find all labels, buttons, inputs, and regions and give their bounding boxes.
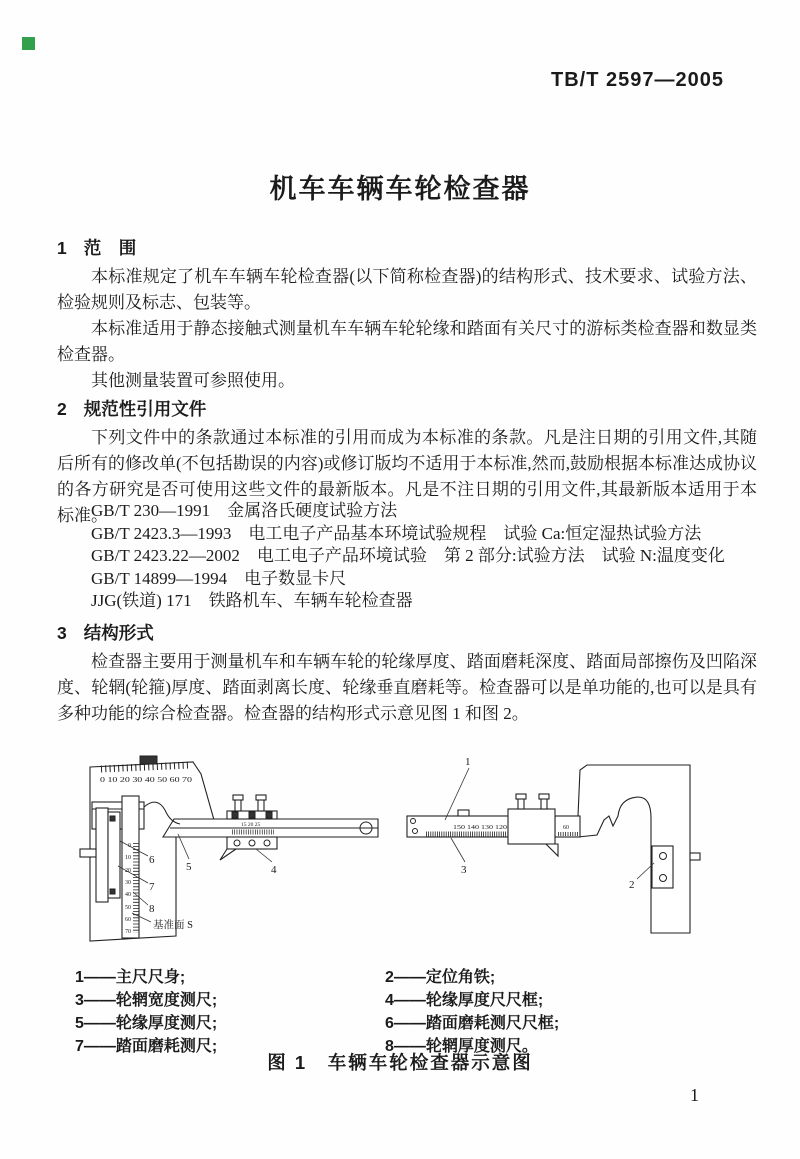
vernier-scale-numbers: 15 20 25 [241,822,261,828]
page-number: 1 [690,1085,699,1105]
datum-plane-label: 基准面 S [153,920,193,931]
svg-text:30: 30 [125,880,131,886]
legend-item: 6——踏面磨耗测尺尺框; [385,1015,560,1032]
reference-list [57,500,757,613]
clamp-screw [235,799,241,811]
top-tab [140,756,157,764]
right-instrument [407,756,700,933]
legend-item: 4——轮缘厚度尺尺框; [385,992,544,1009]
scan-color-mark [22,37,35,50]
section-number: 1 [57,238,67,258]
legend-item: 1——主尺尺身; [75,969,186,986]
slider-foot [546,844,558,856]
legend-item: 2——定位角铁; [385,969,496,986]
figure-legend [75,966,735,1058]
vertical-slide-plate [96,808,108,902]
slider-box [508,809,555,844]
section-number: 2 [57,399,67,419]
paragraph: 其他测量装置可参照使用。 [91,371,295,390]
document-title: 机车车辆车轮检查器 [269,174,531,204]
clamp-screw [258,799,264,811]
legend-item: 7——踏面磨耗测尺; [75,1038,218,1055]
section-1-heading [57,235,136,260]
secondary-scale-number: 60 [563,825,569,831]
section-number: 3 [57,623,67,643]
callout-6: 6 [149,854,155,866]
reference-item: GB/T 2423.3—1993 电工电子产品基本环境试验规程 试验 Ca:恒定湿热试验方法 [91,523,702,543]
paragraph: 检查器主要用于测量机车和车辆车轮的轮缘厚度、踏面磨耗深度、踏面局部擦伤及凹陷深度、轮辋(轮箍)厚度、踏面剥离长度、轮缘垂直磨耗等。检查器可以是单功能的,也可以是具有多种功能的综合检查器。检查器的结构形式示意见图 1 和图 2。 [57,652,757,723]
legend-item: 5——轮缘厚度测尺; [75,1015,218,1032]
section-title: 范 围 [83,238,137,258]
svg-text:10: 10 [125,855,131,861]
reference-item: GB/T 230—1991 金属洛氏硬度试验方法 [91,501,398,520]
section-title: 规范性引用文件 [83,399,207,419]
svg-text:0: 0 [128,843,131,849]
vertical-slide-plate [108,812,120,898]
reference-item: JJG(铁道) 171 铁路机车、车辆车轮检查器 [91,591,413,610]
clamp-screw [541,798,547,809]
section-3-heading [57,620,154,645]
svg-text:70: 70 [125,929,131,935]
section-2-heading [57,396,206,421]
legend-item: 3——轮辋宽度测尺; [75,992,218,1009]
reference-item: GB/T 2423.22—2002 电工电子产品环境试验 第 2 部分:试验方法 试验 N:温度变化 [91,546,725,565]
section-title: 结构形式 [83,623,154,643]
figure-caption: 图 1 车辆车轮检查器示意图 [267,1052,533,1073]
clamp-screw [518,798,524,809]
callout-5: 5 [186,861,192,873]
callout-7: 7 [149,881,155,893]
callout-1: 1 [465,756,471,768]
legend-item: 8——轮辋厚度测尺。 [385,1038,538,1055]
callout-3: 3 [461,864,467,876]
section-3-body [57,649,757,727]
left-instrument [80,756,378,941]
bar-tab [458,810,469,816]
figure-1-drawing [60,750,740,958]
side-screw [80,849,96,857]
standard-code: TB/T 2597—2005 [551,69,724,91]
main-scale-numbers: 150 140 130 120 [453,825,507,831]
reference-item: GB/T 14899—1994 电子数显卡尺 [91,568,347,588]
svg-text:50: 50 [125,905,131,911]
paragraph: 本标准适用于静态接触式测量机车车辆车轮轮缘和踏面有关尺寸的游标类检查器和数显类检查器。 [57,319,757,364]
svg-text:60: 60 [125,917,131,923]
svg-text:20: 20 [125,868,131,874]
svg-text:40: 40 [125,892,131,898]
section-1-body [57,264,757,394]
paragraph: 下列文件中的条款通过本标准的引用而成为本标准的条款。凡是注日期的引用文件,其随后所有的修改单(不包括勘误的内容)或修订版均不适用于本标准,然而,鼓励根据本标准达成协议的各方研究是否可使用这些文件的最新版本。凡是不注日期的引用文件,其最新版本适用于本标准。 [57,428,757,525]
callout-4: 4 [271,864,277,876]
side-screw [690,853,700,860]
top-scale-numbers: 0 10 20 30 40 50 60 70 [100,775,193,784]
callout-2: 2 [629,879,635,891]
callout-8: 8 [149,903,155,915]
paragraph: 本标准规定了机车车辆车轮检查器(以下简称检查器)的结构形式、技术要求、试验方法、检验规则及标志、包装等。 [57,267,757,312]
slider-foot [220,849,236,860]
